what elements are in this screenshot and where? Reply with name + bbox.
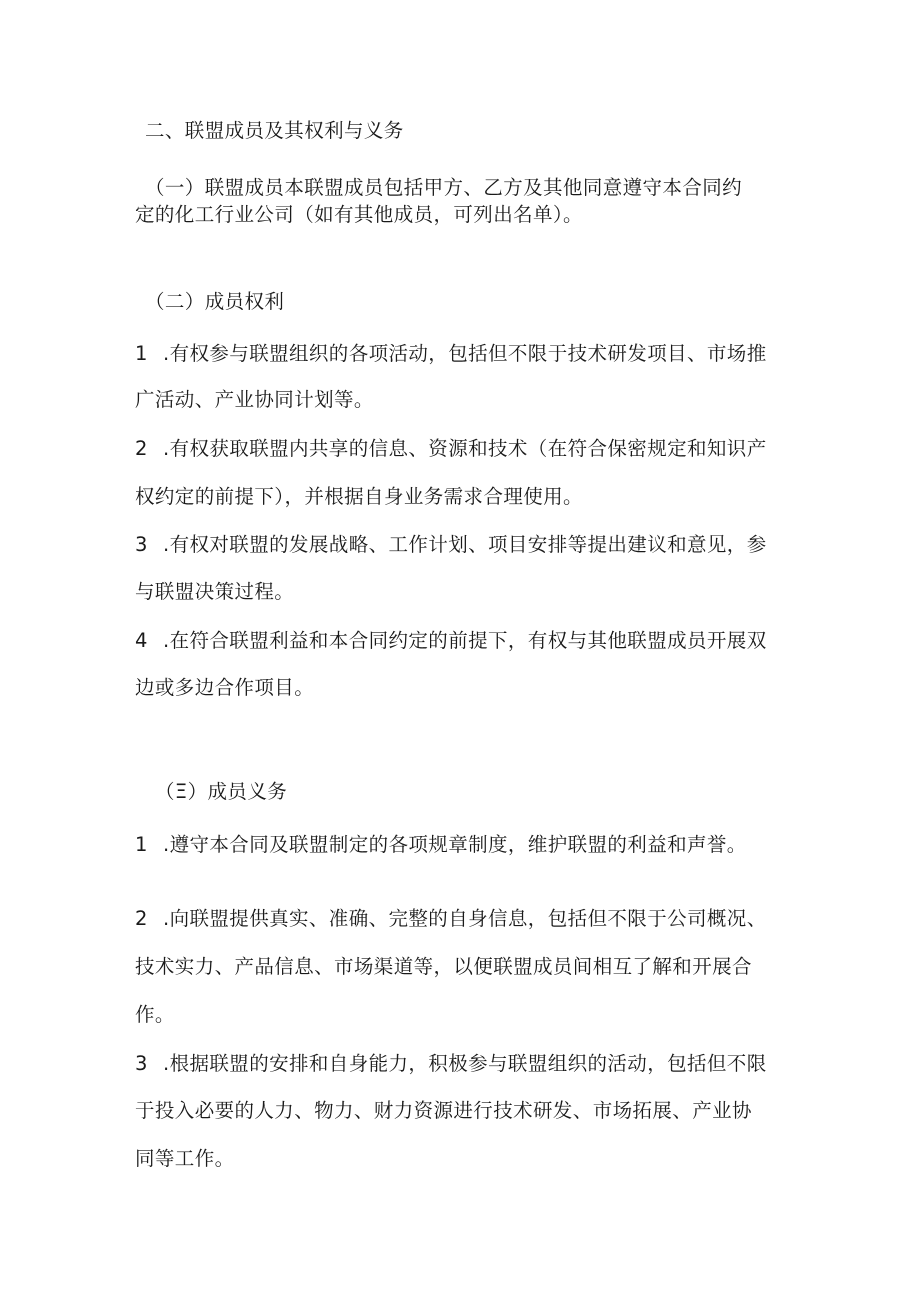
rights-item-2 (135, 437, 767, 461)
duties-item-1 (135, 833, 747, 857)
part1-line-1: 本联盟成员包括甲方、乙方及其他同意遵守本合同约 (284, 176, 743, 199)
part3-heading: （Ξ）成员义务 (155, 780, 288, 803)
duties-item-2-number: 2 (135, 907, 148, 930)
part1-first-line (145, 176, 742, 200)
rights-item-2-line-2: 权约定的前提下），并根据自身业务需求合理使用。 (135, 485, 583, 508)
section-heading: 二、联盟成员及其权利与义务 (145, 119, 404, 142)
duties-item-2 (135, 907, 767, 931)
rights-item-4-line-2: 边或多边合作项目。 (135, 676, 315, 699)
rights-item-1-number: 1 (135, 342, 148, 365)
duties-item-3-line-1: .根据联盟的安排和自身能力，积极参与联盟组织的活动，包括但不限 (163, 1052, 767, 1075)
duties-item-3-line-2: 于投入必要的人力、物力、财力资源进行技术研发、市场拓展、产业协 (135, 1099, 752, 1122)
rights-item-4 (135, 629, 767, 653)
duties-item-2-line-1: .向联盟提供真实、准确、完整的自身信息，包括但不限于公司概况、 (163, 907, 767, 930)
duties-item-3-line-3: 同等工作。 (135, 1147, 235, 1170)
duties-item-2-line-3: 作。 (135, 1003, 175, 1026)
rights-item-1-line-1: .有权参与联盟组织的各项活动，包括但不限于技术研发项目、市场推 (163, 342, 767, 365)
duties-item-1-line-1: .遵守本合同及联盟制定的各项规章制度，维护联盟的利益和声誉。 (163, 833, 747, 856)
duties-item-1-number: 1 (135, 833, 148, 856)
rights-item-2-line-1: .有权获取联盟内共享的信息、资源和技术（在符合保密规定和知识产 (163, 437, 767, 460)
rights-item-1-line-2: 广活动、产业协同计划等。 (135, 388, 374, 411)
rights-item-3-number: 3 (135, 533, 148, 556)
rights-item-1 (135, 342, 767, 366)
duties-item-3-number: 3 (135, 1052, 148, 1075)
duties-item-2-line-2: 技术实力、产品信息、市场渠道等，以便联盟成员间相互了解和开展合 (135, 955, 752, 978)
rights-item-2-number: 2 (135, 437, 148, 460)
rights-item-3-line-1: .有权对联盟的发展战略、工作计划、项目安排等提出建议和意见，参 (163, 533, 767, 556)
rights-item-4-line-1: .在符合联盟利益和本合同约定的前提下，有权与其他联盟成员开展双 (163, 629, 767, 652)
rights-item-3 (135, 533, 767, 557)
part1-heading: （一）联盟成员 (145, 176, 285, 199)
part1-line-2: 定的化工行业公司（如有其他成员，可列出名单）。 (135, 203, 583, 226)
rights-item-4-number: 4 (135, 629, 148, 652)
duties-item-3 (135, 1052, 767, 1076)
part2-heading: （二）成员权利 (145, 290, 285, 313)
rights-item-3-line-2: 与联盟决策过程。 (135, 580, 295, 603)
